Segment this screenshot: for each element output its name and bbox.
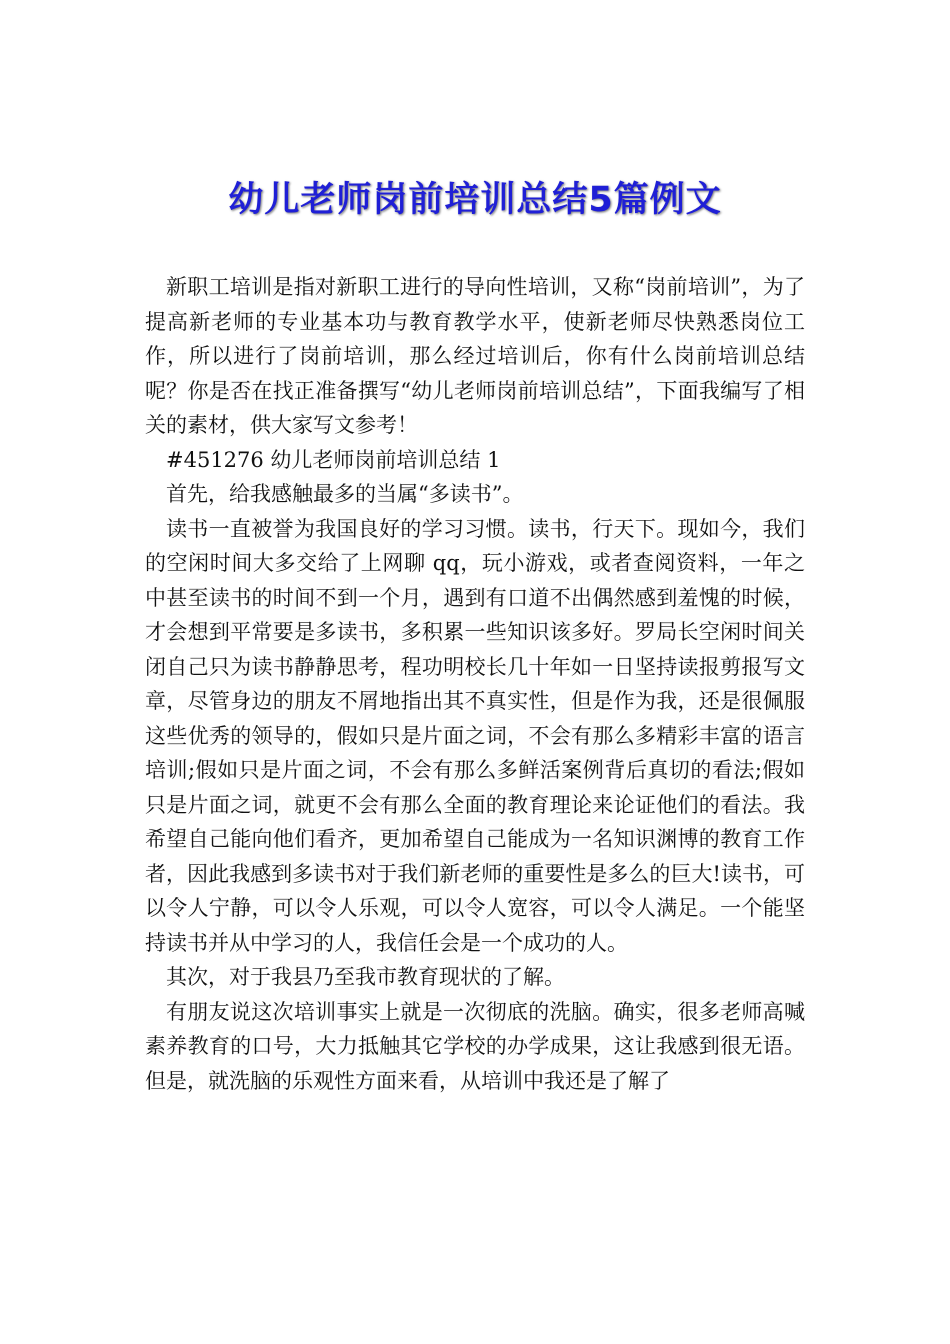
document-body	[145, 270, 805, 1098]
body-paragraph: 首先，给我感触最多的当属“多读书”。	[166, 482, 524, 506]
section-heading: #451276 幼儿老师岗前培训总结 1	[166, 447, 501, 472]
body-paragraph: 读书一直被誉为我国良好的学习习惯。读书，行天下。现如今，我们的空闲时间大多交给了上网聊 qq，玩小游戏，或者查阅资料，一年之中甚至读书的时间不到一个月，遇到有口道不出偶然感到羞愧的时候，才会想到平常要是多读书，多积累一些知识该多好。罗局长空闲时间关闭自己只为读书静静思考，程功明校长几十年如一日坚持读报剪报写文章，尽管身边的朋友不屑地指出其不真实性，但是作为我，还是很佩服这些优秀的领导的，假如只是片面之词，不会有那么多精彩丰富的语言培训;假如只是片面之词，不会有那么多鲜活案例背后真切的看法;假如只是片面之词，就更不会有那么全面的教育理论来论证他们的看法。我希望自己能向他们看齐，更加希望自己能成为一名知识渊博的教育工作者，因此我感到多读书对于我们新老师的重要性是多么的巨大!读书，可以令人宁静，可以令人乐观，可以令人宽容，可以令人满足。一个能坚持读书并从中学习的人，我信任会是一个成功的人。	[145, 516, 805, 955]
body-paragraph: 其次，对于我县乃至我市教育现状的了解。	[166, 965, 565, 989]
body-paragraph: 有朋友说这次培训事实上就是一次彻底的洗脑。确实，很多老师高喊素养教育的口号，大力抵触其它学校的办学成果，这让我感到很无语。但是，就洗脑的乐观性方面来看，从培训中我还是了解了	[145, 999, 805, 1093]
document-title: 幼儿老师岗前培训总结5篇例文	[228, 180, 722, 220]
intro-paragraph: 新职工培训是指对新职工进行的导向性培训，又称“岗前培训”，为了提高新老师的专业基本功与教育教学水平，使新老师尽快熟悉岗位工作，所以进行了岗前培训，那么经过培训后，你有什么岗前培训总结呢？你是否在找正准备撰写“幼儿老师岗前培训总结”，下面我编写了相关的素材，供大家写文参考！	[145, 275, 805, 437]
